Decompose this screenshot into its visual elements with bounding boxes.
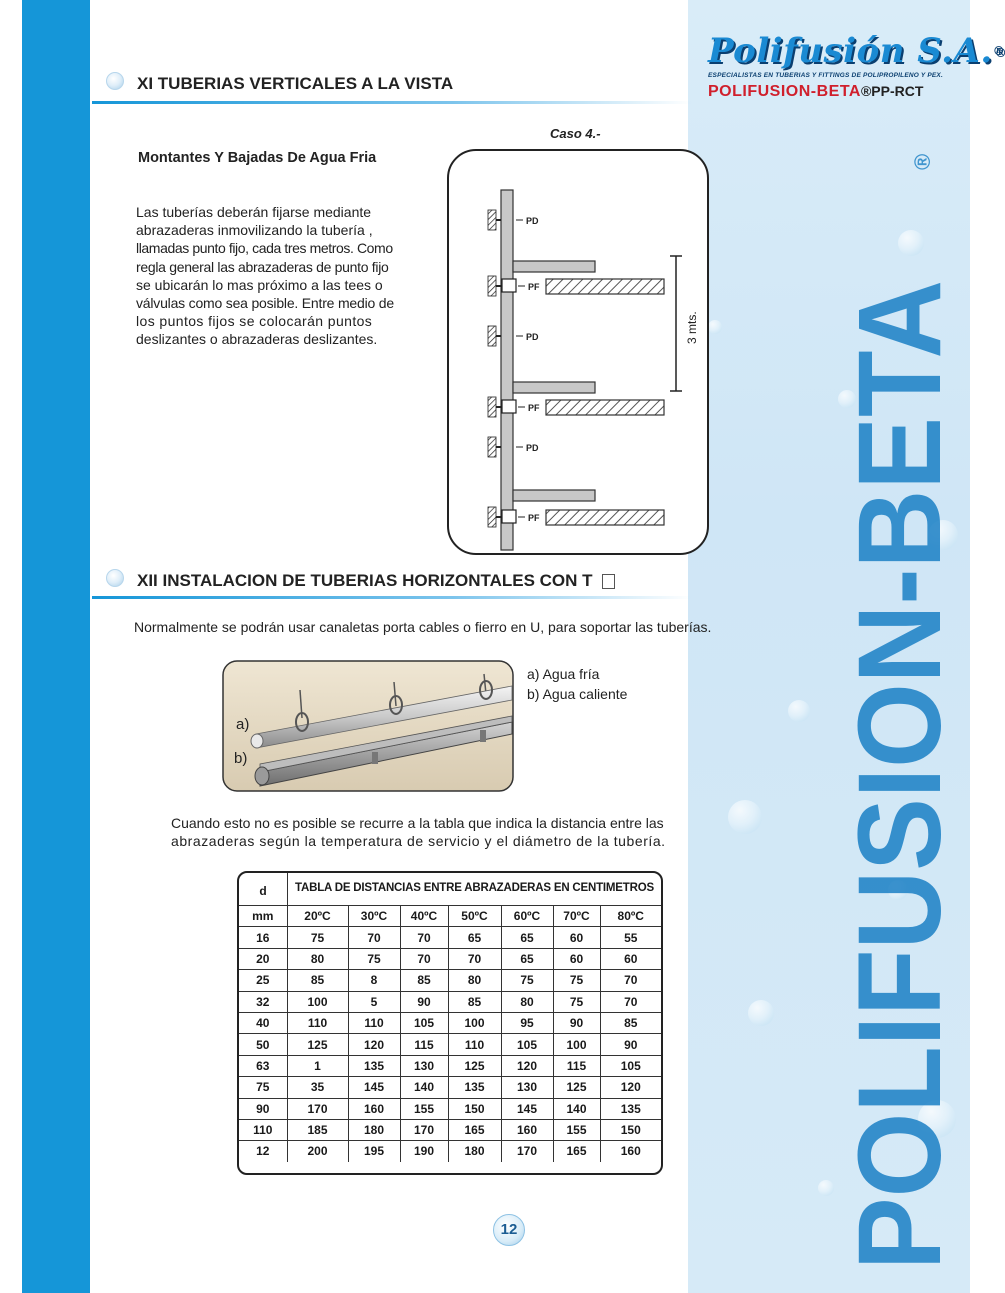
distance-cell: 155: [400, 1098, 448, 1119]
distance-cell: 130: [400, 1055, 448, 1076]
distance-cell: 65: [501, 948, 553, 969]
distance-cell: 1: [287, 1055, 348, 1076]
distance-cell: 70: [348, 927, 400, 948]
distance-cell: 60: [600, 948, 661, 969]
distance-cell: 150: [600, 1119, 661, 1140]
table-row: [239, 1055, 661, 1076]
distance-cell: 195: [348, 1141, 400, 1162]
distance-cell: 85: [287, 970, 348, 991]
distance-cell: 120: [600, 1077, 661, 1098]
svg-text:PF: PF: [528, 282, 540, 292]
distance-cell: 120: [501, 1055, 553, 1076]
diameter-cell: 90: [239, 1098, 287, 1119]
distance-cell: 90: [400, 991, 448, 1012]
distance-cell: 185: [287, 1119, 348, 1140]
header-cell: 80ºC: [600, 906, 661, 927]
table-corner-d: d: [239, 873, 288, 906]
distance-cell: 170: [400, 1119, 448, 1140]
distance-cell: 160: [348, 1098, 400, 1119]
distance-cell: 165: [448, 1119, 501, 1140]
distance-cell: 65: [501, 927, 553, 948]
body-line: abrazaderas inmovilizando la tubería ,: [136, 222, 373, 239]
vertical-pipe: [501, 190, 513, 550]
diameter-cell: 40: [239, 1012, 287, 1033]
table-row: [239, 948, 661, 969]
distance-cell: 145: [501, 1098, 553, 1119]
distance-cell: 75: [501, 970, 553, 991]
table-row: [239, 927, 661, 948]
distance-cell: 150: [448, 1098, 501, 1119]
section-body-paragraph: [136, 203, 406, 349]
table-row: [239, 1077, 661, 1098]
left-color-bar: [22, 0, 90, 1293]
header-cell: 60ºC: [501, 906, 553, 927]
header-cell: 40ºC: [400, 906, 448, 927]
body-line: válvulas como sea posible. Entre medio de: [136, 295, 394, 312]
distance-cell: 140: [400, 1077, 448, 1098]
distance-cell: 70: [400, 948, 448, 969]
distance-cell: 70: [448, 948, 501, 969]
section-subtitle: Montantes Y Bajadas De Agua Fria: [138, 150, 377, 166]
distance-cell: 85: [600, 1012, 661, 1033]
distance-cell: 65: [448, 927, 501, 948]
distance-cell: 125: [553, 1077, 600, 1098]
diagram-caption: Caso 4.-: [550, 126, 601, 141]
distance-cell: 75: [287, 927, 348, 948]
distance-table-frame: [237, 871, 663, 1175]
section-intro: Normalmente se podrán usar canaletas porta cables o fierro en U, para soportar las tuberías.: [134, 619, 712, 635]
body-line: los puntos fijos se colocarán puntos: [136, 313, 373, 330]
dimension-label: 3 mts.: [685, 311, 699, 344]
distance-cell: 110: [448, 1034, 501, 1055]
table-row: [239, 1141, 661, 1162]
legend-b: b) Agua caliente: [527, 686, 628, 702]
distance-cell: 160: [620, 1144, 641, 1159]
distance-cell: 165: [553, 1141, 600, 1162]
brand-logo-block: [708, 31, 1005, 101]
legend-a: a) Agua fría: [527, 666, 600, 682]
distance-cell: 75: [348, 948, 400, 969]
section-bullet-icon: [106, 72, 124, 90]
product-suffix: ®PP-RCT: [860, 83, 924, 99]
table-row: [239, 1034, 661, 1055]
photo-label-b: b): [234, 750, 248, 767]
header-cell: 30ºC: [348, 906, 400, 927]
distance-cell: 180: [448, 1141, 501, 1162]
diameter-cell: 50: [239, 1034, 287, 1055]
section-bullet-icon: [106, 569, 124, 587]
table-row: [239, 1098, 661, 1119]
distance-cell: 115: [553, 1055, 600, 1076]
distance-cell: 140: [553, 1098, 600, 1119]
distance-cell: 100: [553, 1034, 600, 1055]
distance-cell: 110: [348, 1012, 400, 1033]
pipe-support-photo: [222, 660, 514, 792]
vertical-brand-text: POLIFUSION-BETA: [834, 197, 966, 1270]
distance-cell: 130: [501, 1077, 553, 1098]
distance-cell: 135: [448, 1077, 501, 1098]
body-line: regla general las abrazaderas de punto fijo: [136, 258, 389, 275]
body-line: deslizantes o abrazaderas deslizantes.: [136, 331, 378, 348]
product-line: [708, 83, 958, 101]
distance-cell: 70: [600, 991, 661, 1012]
diameter-cell: 63: [239, 1055, 287, 1076]
logo-wordmark: Polifusión S.A.®: [708, 31, 1005, 71]
para-line: abrazaderas según la temperatura de servicio y el diámetro de la tubería.: [171, 833, 666, 849]
distance-cell: 110: [287, 1012, 348, 1033]
body-line: llamadas punto fijo, cada tres metros. Como: [136, 240, 393, 257]
svg-text:PD: PD: [526, 332, 539, 342]
table-row: [239, 1012, 661, 1033]
table-title: TABLA DE DISTANCIAS ENTRE ABRAZADERAS EN CENTIMETROS: [288, 873, 661, 906]
svg-text:PF: PF: [528, 513, 540, 523]
para-line: Cuando esto no es posible se recurre a la tabla que indica la distancia entre las: [171, 815, 664, 831]
distance-cell: 105: [600, 1055, 661, 1076]
diameter-cell: 25: [239, 970, 287, 991]
table-row: [239, 1119, 661, 1140]
table-intro-paragraph: [171, 814, 666, 850]
distance-cell: 55: [600, 927, 661, 948]
distance-cell: 115: [400, 1034, 448, 1055]
section-title-xii: XII INSTALACION DE TUBERIAS HORIZONTALES CON T: [137, 571, 593, 590]
diameter-cell: 16: [239, 927, 287, 948]
vertical-brand-word: [834, 140, 966, 1280]
section-divider: [92, 101, 692, 104]
distance-cell: 90: [553, 1012, 600, 1033]
product-name: POLIFUSION-BETA: [708, 83, 861, 100]
diameter-cell: 75: [239, 1077, 287, 1098]
distance-cell: 75: [553, 970, 600, 991]
body-line: Las tuberías deberán fijarse mediante: [136, 204, 372, 220]
logo-tagline: ESPECIALISTAS EN TUBERIAS Y FITTINGS DE POLIPROPILENO Y PEX.: [708, 72, 943, 79]
distance-cell: 180: [348, 1119, 400, 1140]
vertical-pipe-diagram: [446, 148, 712, 558]
table-header-row: [239, 906, 661, 927]
diameter-cell: 12: [239, 1141, 287, 1162]
distance-cell: 120: [348, 1034, 400, 1055]
body-line: se ubicarán lo mas próximo a las tees o: [136, 276, 383, 293]
photo-legend: [527, 664, 627, 704]
distance-cell: 80: [287, 948, 348, 969]
distance-cell: 80: [501, 991, 553, 1012]
distance-cell: 125: [448, 1055, 501, 1076]
distance-cell: 60: [553, 948, 600, 969]
svg-text:PD: PD: [526, 216, 539, 226]
distance-cell: 35: [287, 1077, 348, 1098]
table-row: [239, 970, 661, 991]
distance-cell: 70: [600, 970, 661, 991]
vertical-brand-registered: ®: [910, 153, 935, 170]
distance-cell: 100: [287, 991, 348, 1012]
distance-cell: 8: [348, 970, 400, 991]
distance-cell: 95: [501, 1012, 553, 1033]
distance-cell: 200: [287, 1141, 348, 1162]
svg-text:PD: PD: [526, 443, 539, 453]
distance-cell: 100: [448, 1012, 501, 1033]
distance-cell: 155: [553, 1119, 600, 1140]
table-row: [239, 991, 661, 1012]
distance-cell: 90: [600, 1034, 661, 1055]
distance-cell: 75: [553, 991, 600, 1012]
header-cell: 20ºC: [287, 906, 348, 927]
distance-cell: 5: [348, 991, 400, 1012]
diameter-cell: 20: [239, 948, 287, 969]
section-title-xi: XI TUBERIAS VERTICALES A LA VISTA: [137, 74, 454, 93]
distance-table: [239, 906, 661, 1162]
distance-cell: 145: [348, 1077, 400, 1098]
distance-cell: 125: [287, 1034, 348, 1055]
distance-cell: 135: [348, 1055, 400, 1076]
header-cell: 50ºC: [448, 906, 501, 927]
diameter-cell: 110: [239, 1119, 287, 1140]
distance-cell: 85: [448, 991, 501, 1012]
distance-cell: 190: [400, 1141, 448, 1162]
section-divider: [92, 596, 692, 599]
header-cell: mm: [239, 906, 287, 927]
distance-cell: 85: [400, 970, 448, 991]
header-cell: 70ºC: [553, 906, 600, 927]
missing-glyph-box: [602, 574, 615, 589]
distance-cell: 160: [501, 1119, 553, 1140]
distance-cell: 80: [448, 970, 501, 991]
distance-cell: 70: [400, 927, 448, 948]
distance-cell: 105: [501, 1034, 553, 1055]
page-number: 12: [493, 1214, 525, 1246]
distance-cell: 60: [553, 927, 600, 948]
svg-text:PF: PF: [528, 403, 540, 413]
distance-cell: 135: [600, 1098, 661, 1119]
distance-cell: 105: [400, 1012, 448, 1033]
distance-cell: 170: [501, 1141, 553, 1162]
distance-cell: 170: [287, 1098, 348, 1119]
photo-label-a: a): [236, 716, 250, 733]
diameter-cell: 32: [239, 991, 287, 1012]
